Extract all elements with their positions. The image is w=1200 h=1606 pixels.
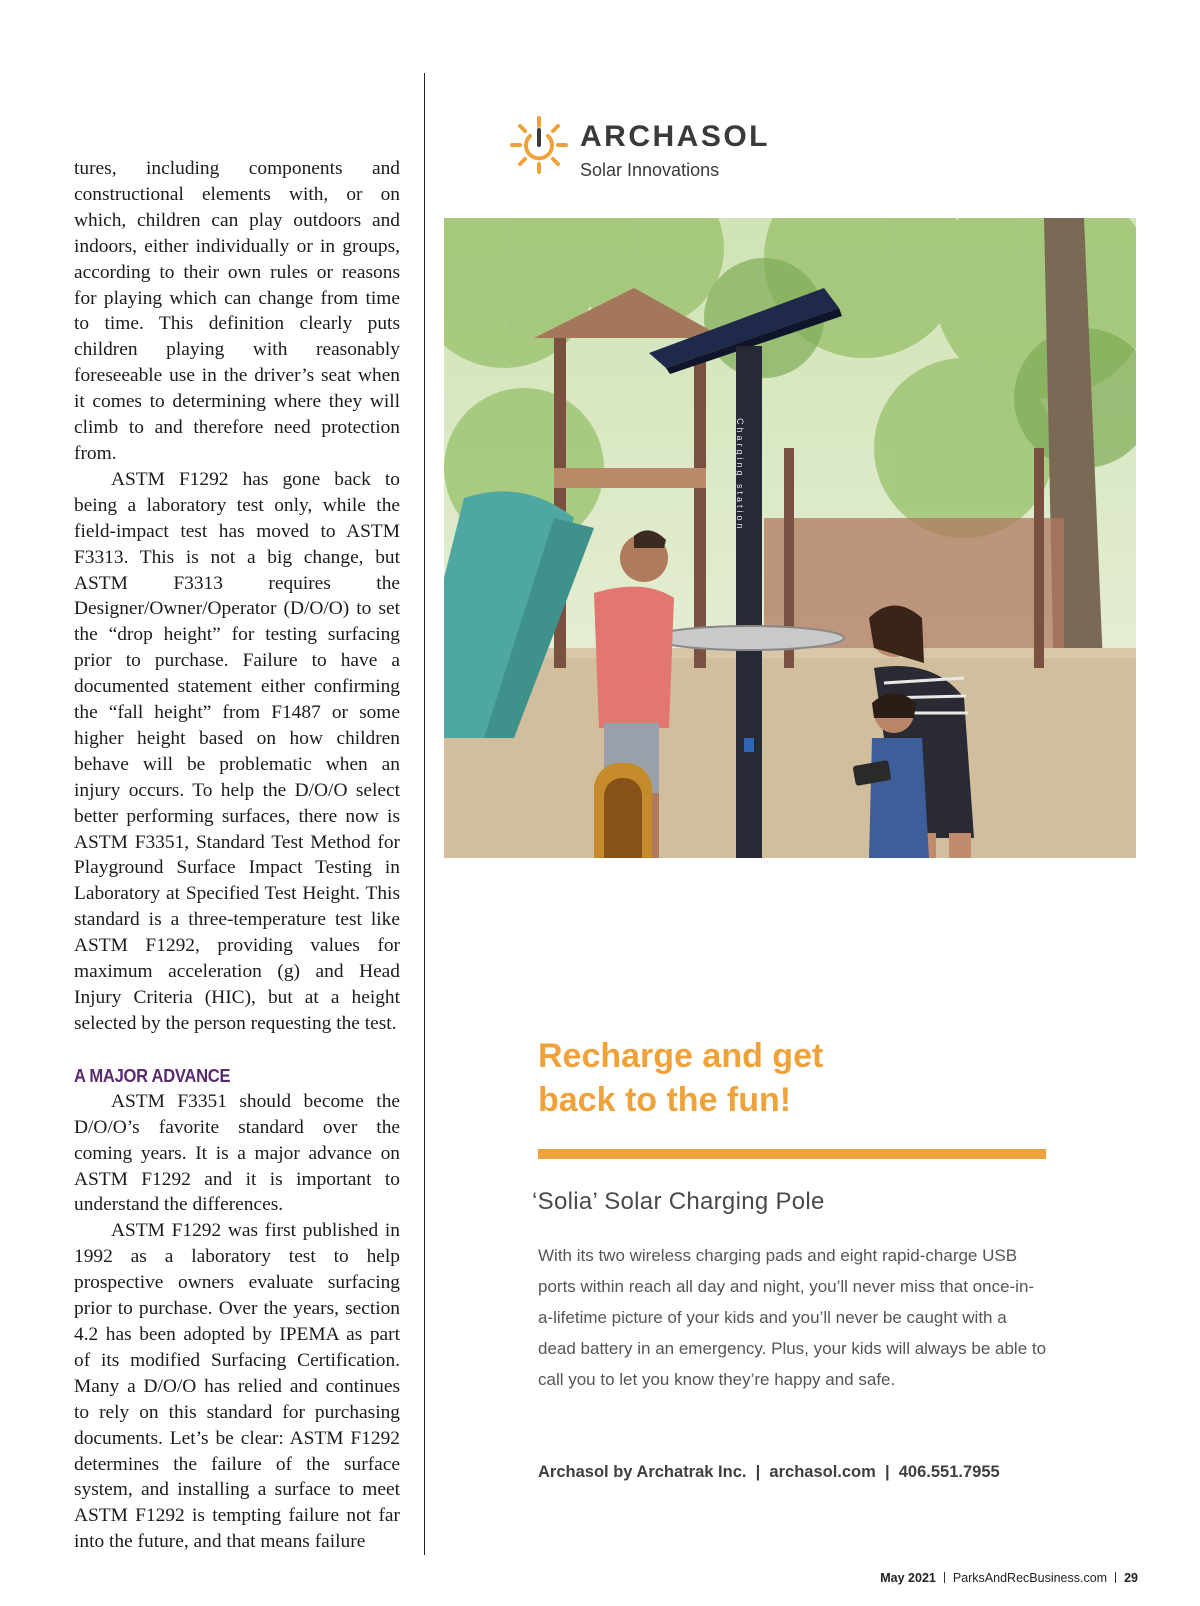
ad-headline bbox=[538, 1034, 1038, 1122]
article-paragraph: ASTM F1292 has gone back to being a laboratory test only, while the field-impact test has moved to ASTM F3313. This is not a big change, but ASTM F3313 requires the Designer/Owner/Operator (D/O/O) to set the “drop height” for testing surfacing prior to purchase. Failure to have a documented statement either confirming the “fall height” from F1487 or some higher height based on how children behave will be problematic when an injury occurs. To help the D/O/O select better performing surfaces, there now is ASTM F3351, Standard Test Method for Playground Surface Impact Testing in Laboratory at Specified Test Height. This standard is a three-temperature test like ASTM F1292, providing values for maximum acceleration (g) and Head Injury Criteria (HIC), but at a height selected by the person requesting the test. bbox=[74, 468, 400, 1034]
archasol-logo bbox=[510, 116, 810, 186]
pole-label: Charging station bbox=[735, 418, 745, 532]
article-paragraph: tures, including components and constructional elements with, or on which, children can play outdoors and indoors, either individually or in groups, according to their own rules or reasons for playing which can change from time to time. This definition clearly puts children playing with reasonably foreseeable use in the driver’s seat when it comes to determining where they will climb to and therefore need protection from. bbox=[74, 158, 400, 464]
ad-headline-line: Recharge and get bbox=[538, 1037, 824, 1075]
page-number: 29 bbox=[1124, 1571, 1138, 1585]
footer-date: May 2021 bbox=[880, 1571, 936, 1585]
article-paragraph: ASTM F1292 was first published in 1992 as a laboratory test to help prospective owners evaluate surfacing prior to purchase. Over the years, section 4.2 has been adopted by IPEMA as part of its modified Surfacing Certification. Many a D/O/O has relied and continues to rely on this standard for purchasing documents. Let’s be clear: ASTM F1292 determines the failure of the surface system, and installing a surface to meet ASTM F1292 is tempting failure not far into the future, and that means failure bbox=[74, 1220, 400, 1553]
page-footer bbox=[880, 1571, 1138, 1585]
orange-rule bbox=[538, 1149, 1046, 1159]
article-column bbox=[74, 156, 400, 1555]
ad-headline-line: back to the fun! bbox=[538, 1081, 792, 1119]
brand-tagline: Solar Innovations bbox=[580, 160, 720, 180]
brand-name: ARCHASOL bbox=[580, 120, 770, 153]
section-heading: A MAJOR ADVANCE bbox=[74, 1065, 231, 1086]
article-paragraph: ASTM F3351 should become the D/O/O’s favorite standard over the coming years. It is a major advance on ASTM F1292 and it is important to understand the differences. bbox=[74, 1090, 400, 1216]
footer-site: ParksAndRecBusiness.com bbox=[952, 1571, 1108, 1585]
sun-power-icon bbox=[510, 116, 568, 174]
ad-contact: Archasol by Archatrak Inc. | archasol.com | 406.551.7955 bbox=[538, 1463, 1000, 1481]
column-divider bbox=[424, 73, 425, 1555]
product-name: ‘Solia’ Solar Charging Pole bbox=[532, 1188, 825, 1215]
playground-photo bbox=[444, 218, 1136, 988]
ad-body: With its two wireless charging pads and eight rapid-charge USB ports within reach all day and night, you’ll never miss that once-in-a-lifetime picture of your kids and you’ll never be caught with a dead battery in an emergency. Plus, your kids will always be able to call you to let you know they’re happy and safe. bbox=[538, 1246, 1047, 1389]
